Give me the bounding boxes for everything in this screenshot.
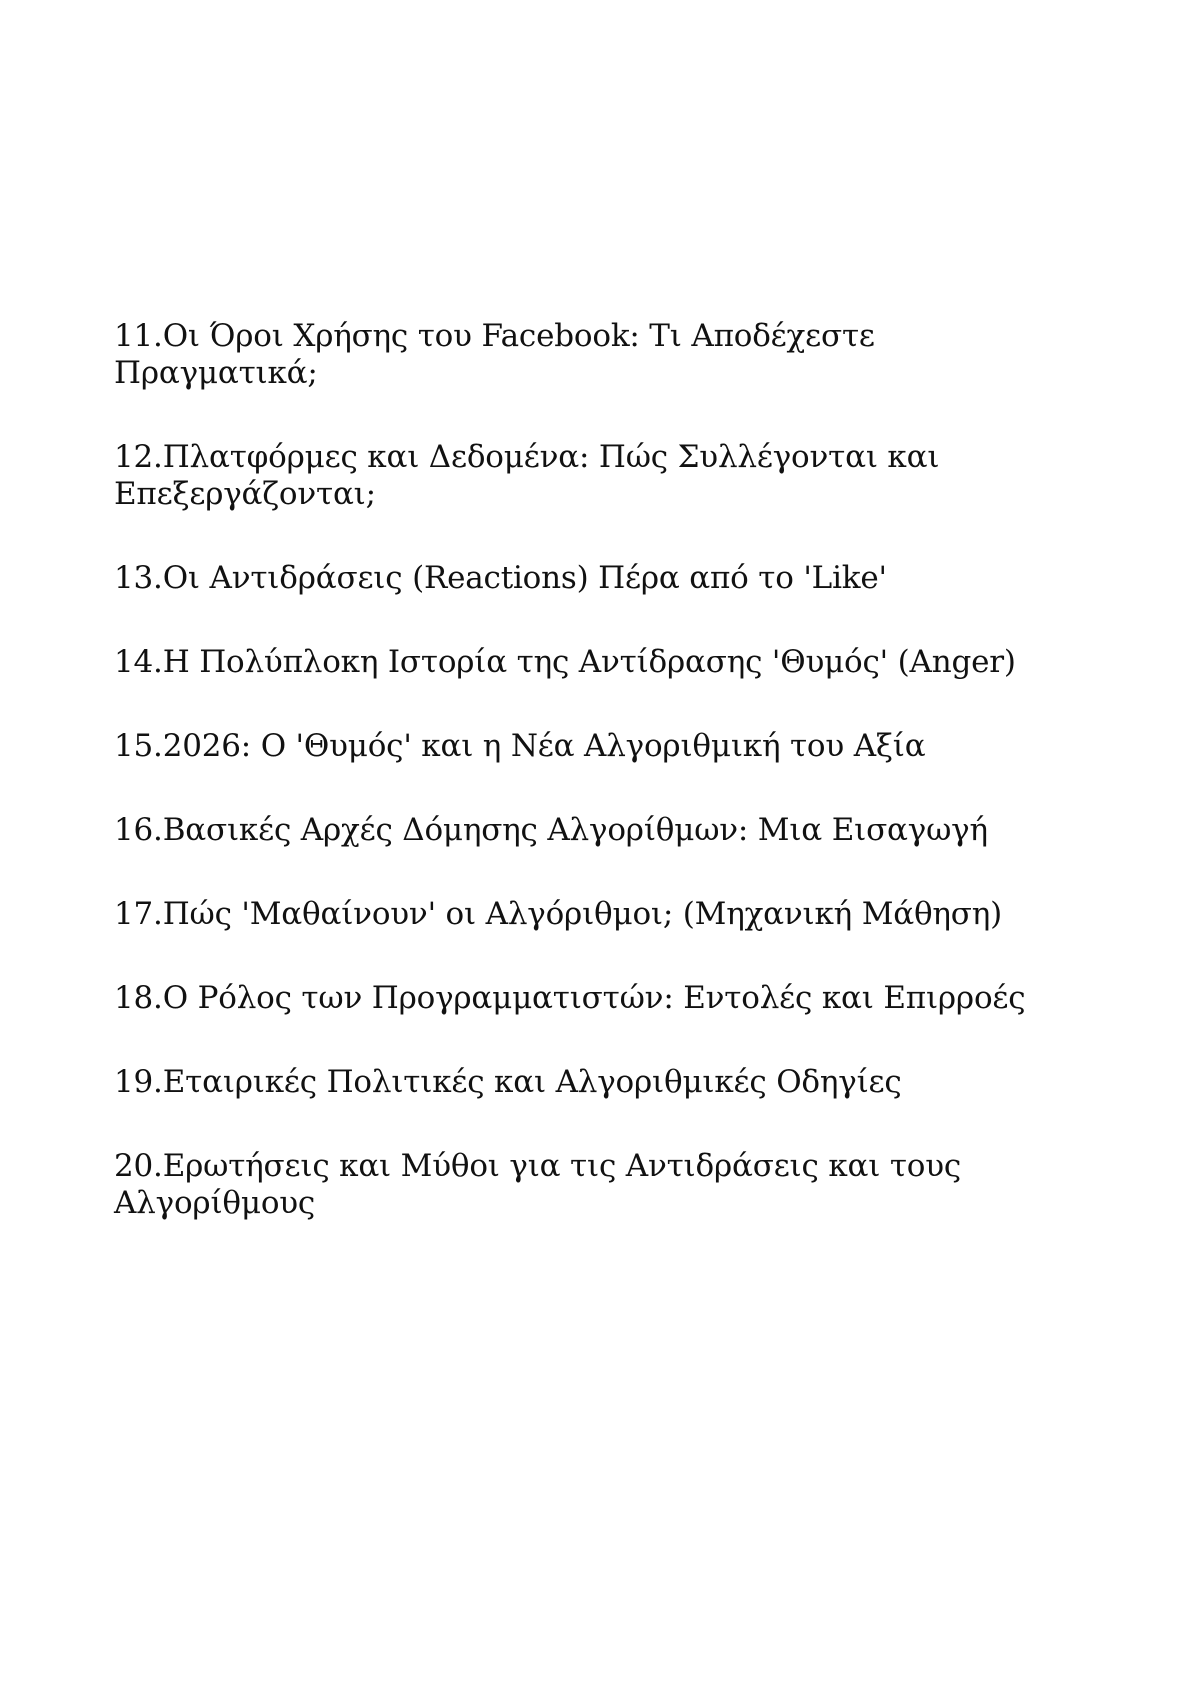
toc-entry-15: 15.2026: Ο 'Θυμός' και η Νέα Αλγοριθμική του Αξία [114, 728, 926, 764]
toc-entry-14: 14.Η Πολύπλοκη Ιστορία της Αντίδρασης 'Θυμός' (Anger) [114, 644, 1016, 680]
toc-entry-18: 18.Ο Ρόλος των Προγραμματιστών: Εντολές και Επιρροές [114, 980, 1026, 1016]
toc-entry-16: 16.Βασικές Αρχές Δόμησης Αλγορίθμων: Μια Εισαγωγή [114, 812, 988, 848]
toc-entry-13: 13.Οι Αντιδράσεις (Reactions) Πέρα από το 'Like' [114, 560, 887, 596]
toc-entry-17: 17.Πώς 'Μαθαίνουν' οι Αλγόριθμοι; (Μηχανική Μάθηση) [114, 896, 1003, 932]
toc-entry-19: 19.Εταιρικές Πολιτικές και Αλγοριθμικές Οδηγίες [114, 1064, 902, 1100]
toc-entry-11: 11.Οι Όροι Χρήσης του Facebook: Τι Αποδέχεστε Πραγματικά; [114, 318, 875, 391]
toc-entry-20: 20.Ερωτήσεις και Μύθοι για τις Αντιδράσεις και τους Αλγορίθμους [114, 1148, 962, 1221]
table-of-contents [114, 318, 1074, 1222]
toc-entry-12: 12.Πλατφόρμες και Δεδομένα: Πώς Συλλέγονται και Επεξεργάζονται; [114, 439, 940, 512]
